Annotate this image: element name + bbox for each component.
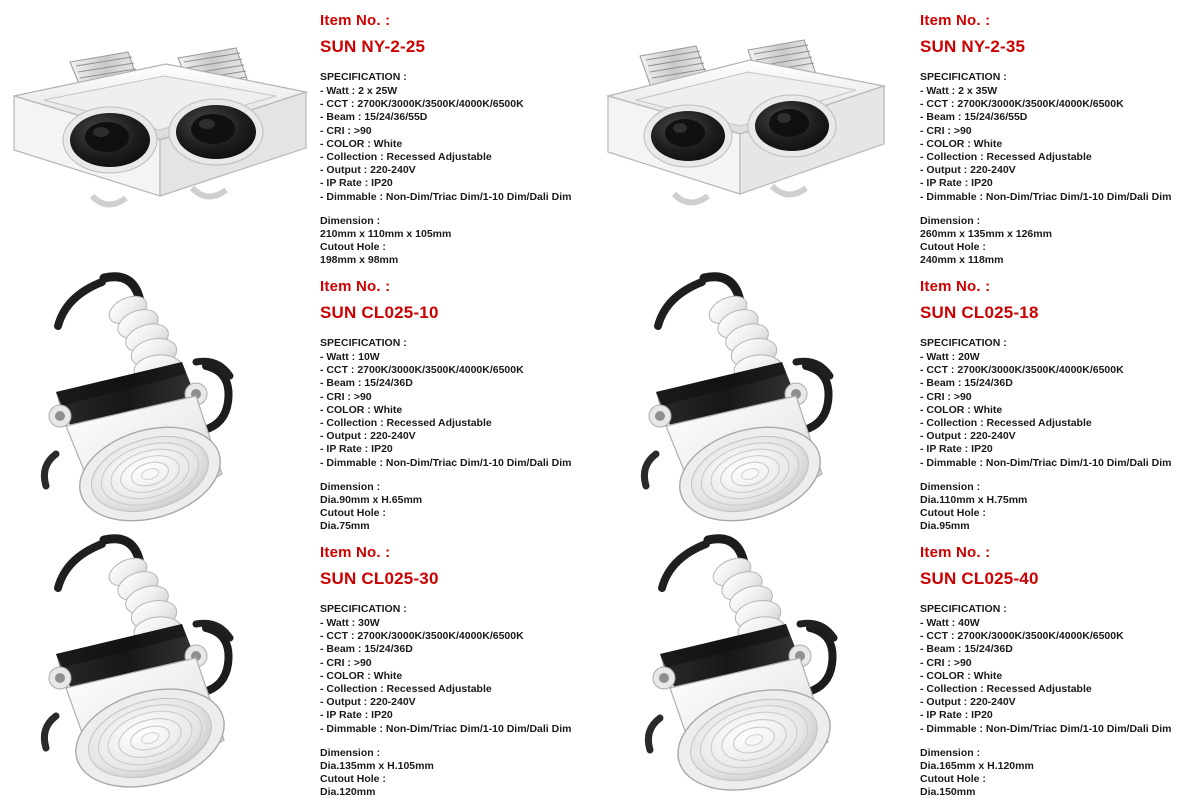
spec-item: - Dimmable : Non-Dim/Triac Dim/1-10 Dim/Dali Dim xyxy=(320,190,572,203)
dimension-value: Dia.135mm x H.105mm xyxy=(320,760,434,773)
spec-item: - COLOR : White xyxy=(920,137,1003,150)
spec-item: - Beam : 15/24/36/55D xyxy=(920,111,1028,124)
dimension-label: Dimension : xyxy=(320,480,381,493)
rectangular-double-gimbal-downlight-icon xyxy=(600,0,920,266)
specification-list xyxy=(320,617,600,736)
dimension-value: Dia.165mm x H.120mm xyxy=(920,760,1034,773)
cutout-hole-value: 240mm x 118mm xyxy=(920,254,1004,267)
spec-item: - Output : 220-240V xyxy=(920,696,1016,709)
cutout-hole-value: Dia.95mm xyxy=(920,520,970,533)
cutout-hole-label: Cutout Hole : xyxy=(320,773,386,786)
spec-item: - COLOR : White xyxy=(920,669,1003,682)
product-card xyxy=(600,266,1200,532)
product-image xyxy=(600,532,920,798)
specification-list xyxy=(920,351,1200,470)
cutout-hole-label: Cutout Hole : xyxy=(920,241,986,254)
product-row xyxy=(0,266,1200,532)
product-image xyxy=(0,266,320,532)
dimension-block xyxy=(320,215,600,268)
spec-item: - CCT : 2700K/3000K/3500K/4000K/6500K xyxy=(920,364,1124,377)
spec-item: - Dimmable : Non-Dim/Triac Dim/1-10 Dim/Dali Dim xyxy=(320,722,572,735)
dimension-label: Dimension : xyxy=(920,480,981,493)
specification-label: SPECIFICATION : xyxy=(920,603,1007,615)
spec-item: - Beam : 15/24/36D xyxy=(920,377,1013,390)
product-specs xyxy=(920,266,1200,532)
specification-list xyxy=(320,85,600,204)
spec-item: - Watt : 20W xyxy=(920,351,980,363)
product-card xyxy=(0,266,600,532)
cutout-hole-label: Cutout Hole : xyxy=(320,241,386,254)
dimension-value: 260mm x 135mm x 126mm xyxy=(920,228,1052,241)
item-no-label: Item No. : xyxy=(320,12,391,29)
product-specs xyxy=(920,532,1200,798)
spec-item: - IP Rate : IP20 xyxy=(320,709,393,722)
item-no-label: Item No. : xyxy=(920,278,991,295)
spec-item: - IP Rate : IP20 xyxy=(920,443,993,456)
spec-item: - COLOR : White xyxy=(320,137,403,150)
specification-list xyxy=(920,85,1200,204)
spec-item: - Output : 220-240V xyxy=(320,164,416,177)
spec-item: - Output : 220-240V xyxy=(920,430,1016,443)
item-no-value: SUN CL025-10 xyxy=(320,303,439,322)
product-card xyxy=(0,532,600,798)
item-no-value: SUN NY-2-25 xyxy=(320,37,426,56)
product-row xyxy=(0,532,1200,798)
spec-item: - Dimmable : Non-Dim/Triac Dim/1-10 Dim/Dali Dim xyxy=(920,722,1172,735)
product-specs xyxy=(320,266,600,532)
dimension-label: Dimension : xyxy=(320,214,381,227)
rectangular-double-gimbal-downlight-icon xyxy=(0,0,320,266)
spec-item: - IP Rate : IP20 xyxy=(320,177,393,190)
spec-item: - CCT : 2700K/3000K/3500K/4000K/6500K xyxy=(320,364,524,377)
product-card xyxy=(600,532,1200,798)
specification-label: SPECIFICATION : xyxy=(920,71,1007,83)
dimension-value: Dia.90mm x H.65mm xyxy=(320,494,423,507)
spec-item: - CRI : >90 xyxy=(320,390,372,403)
product-card xyxy=(600,0,1200,266)
round-trunk-adjustable-downlight-icon xyxy=(600,532,920,798)
product-image xyxy=(0,0,320,266)
spec-item: - Output : 220-240V xyxy=(920,164,1016,177)
spec-item: - Output : 220-240V xyxy=(320,430,416,443)
spec-item: - Collection : Recessed Adjustable xyxy=(320,683,492,696)
spec-item: - Watt : 2 x 35W xyxy=(920,85,998,97)
spec-item: - CRI : >90 xyxy=(920,656,972,669)
spec-item: - COLOR : White xyxy=(320,403,403,416)
item-no-value: SUN NY-2-35 xyxy=(920,37,1026,56)
product-specs xyxy=(320,0,600,266)
dimension-block xyxy=(920,481,1200,534)
spec-item: - Watt : 40W xyxy=(920,617,980,629)
spec-item: - CCT : 2700K/3000K/3500K/4000K/6500K xyxy=(920,630,1124,643)
cutout-hole-value: 198mm x 98mm xyxy=(320,254,399,267)
spec-item: - Collection : Recessed Adjustable xyxy=(320,417,492,430)
item-no-label: Item No. : xyxy=(920,12,991,29)
specification-label: SPECIFICATION : xyxy=(920,337,1007,349)
dimension-label: Dimension : xyxy=(920,746,981,759)
spec-item: - CCT : 2700K/3000K/3500K/4000K/6500K xyxy=(320,630,524,643)
spec-item: - Dimmable : Non-Dim/Triac Dim/1-10 Dim/Dali Dim xyxy=(920,456,1172,469)
cutout-hole-value: Dia.75mm xyxy=(320,520,370,533)
spec-item: - Collection : Recessed Adjustable xyxy=(920,417,1092,430)
cutout-hole-label: Cutout Hole : xyxy=(920,507,986,520)
spec-item: - Dimmable : Non-Dim/Triac Dim/1-10 Dim/Dali Dim xyxy=(920,190,1172,203)
dimension-block xyxy=(320,481,600,534)
product-image xyxy=(600,0,920,266)
spec-item: - Collection : Recessed Adjustable xyxy=(920,151,1092,164)
cutout-hole-value: Dia.120mm xyxy=(320,786,376,799)
spec-item: - COLOR : White xyxy=(920,403,1003,416)
item-no-label: Item No. : xyxy=(920,544,991,561)
item-no-value: SUN CL025-30 xyxy=(320,569,439,588)
spec-item: - CRI : >90 xyxy=(320,656,372,669)
item-no-value: SUN CL025-40 xyxy=(920,569,1039,588)
spec-item: - Watt : 30W xyxy=(320,617,380,629)
round-trunk-adjustable-downlight-icon xyxy=(600,266,920,532)
spec-item: - IP Rate : IP20 xyxy=(920,177,993,190)
cutout-hole-label: Cutout Hole : xyxy=(320,507,386,520)
round-trunk-adjustable-downlight-icon xyxy=(0,532,320,798)
spec-item: - Beam : 15/24/36/55D xyxy=(320,111,428,124)
cutout-hole-label: Cutout Hole : xyxy=(920,773,986,786)
spec-item: - Watt : 10W xyxy=(320,351,380,363)
dimension-label: Dimension : xyxy=(920,214,981,227)
dimension-value: Dia.110mm x H.75mm xyxy=(920,494,1028,507)
specification-label: SPECIFICATION : xyxy=(320,603,407,615)
product-image xyxy=(600,266,920,532)
spec-item: - Output : 220-240V xyxy=(320,696,416,709)
spec-item: - CCT : 2700K/3000K/3500K/4000K/6500K xyxy=(920,98,1124,111)
spec-item: - CCT : 2700K/3000K/3500K/4000K/6500K xyxy=(320,98,524,111)
item-no-label: Item No. : xyxy=(320,544,391,561)
product-image xyxy=(0,532,320,798)
dimension-label: Dimension : xyxy=(320,746,381,759)
dimension-block xyxy=(920,215,1200,268)
specification-list xyxy=(320,351,600,470)
spec-item: - CRI : >90 xyxy=(920,390,972,403)
spec-item: - Collection : Recessed Adjustable xyxy=(320,151,492,164)
product-row xyxy=(0,0,1200,266)
spec-item: - Beam : 15/24/36D xyxy=(920,643,1013,656)
dimension-block xyxy=(920,747,1200,800)
round-trunk-adjustable-downlight-icon xyxy=(0,266,320,532)
dimension-block xyxy=(320,747,600,800)
product-specs xyxy=(920,0,1200,266)
spec-item: - CRI : >90 xyxy=(920,124,972,137)
item-no-value: SUN CL025-18 xyxy=(920,303,1039,322)
specification-list xyxy=(920,617,1200,736)
specification-label: SPECIFICATION : xyxy=(320,337,407,349)
spec-item: - IP Rate : IP20 xyxy=(320,443,393,456)
product-specs xyxy=(320,532,600,798)
spec-item: - Watt : 2 x 25W xyxy=(320,85,398,97)
specification-label: SPECIFICATION : xyxy=(320,71,407,83)
product-card xyxy=(0,0,600,266)
cutout-hole-value: Dia.150mm xyxy=(920,786,976,799)
spec-item: - Collection : Recessed Adjustable xyxy=(920,683,1092,696)
spec-item: - CRI : >90 xyxy=(320,124,372,137)
spec-item: - IP Rate : IP20 xyxy=(920,709,993,722)
spec-item: - Dimmable : Non-Dim/Triac Dim/1-10 Dim/Dali Dim xyxy=(320,456,572,469)
dimension-value: 210mm x 110mm x 105mm xyxy=(320,228,452,241)
spec-item: - Beam : 15/24/36D xyxy=(320,643,413,656)
spec-item: - Beam : 15/24/36D xyxy=(320,377,413,390)
spec-item: - COLOR : White xyxy=(320,669,403,682)
item-no-label: Item No. : xyxy=(320,278,391,295)
